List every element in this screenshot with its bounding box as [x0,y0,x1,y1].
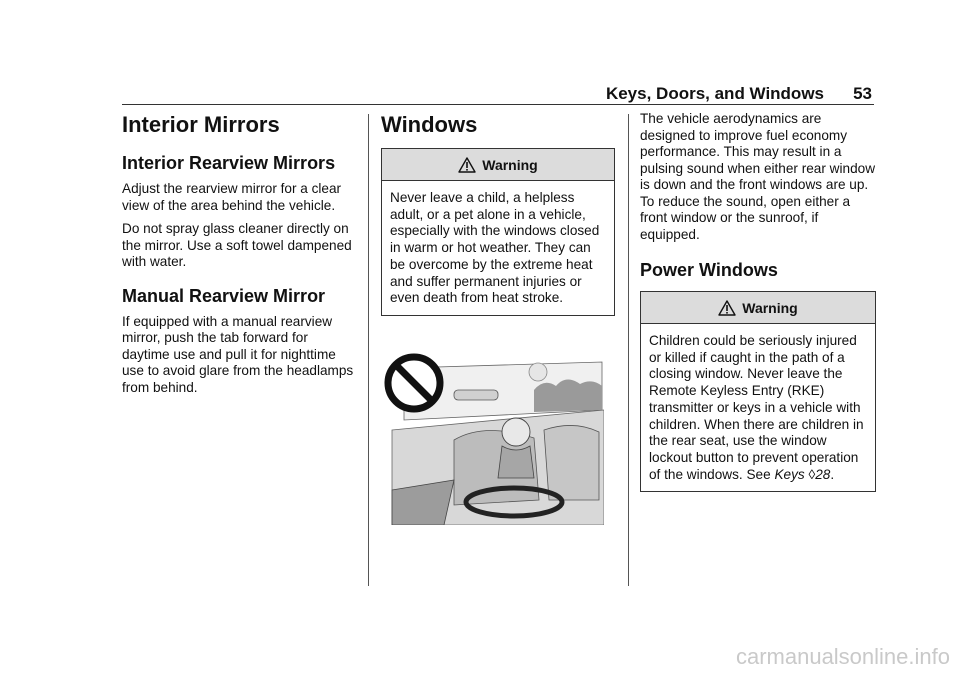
column-right [640,112,876,492]
page-header [122,84,874,105]
cross-reference-link[interactable]: Keys [774,466,805,482]
warning-text: Never leave a child, a helpless adult, or a pet alone in a vehicle, especially with the windows closed in warm or hot weather. They can be overcome by the extreme heat and suffer permanent injuries or even death from heat stroke. [390,190,600,306]
paragraph: If equipped with a manual rearview mirror, push the tab forward for daytime use and pull it for nighttime use to avoid glare from the headlamps from behind. [122,313,354,395]
cross-reference-page[interactable]: 28 [815,466,831,482]
warning-triangle-icon [458,157,476,173]
warning-header [641,292,875,324]
paragraph: Adjust the rearview mirror for a clear view of the area behind the vehicle. [122,181,342,213]
column-left [122,112,356,396]
paragraph: The vehicle aerodynamics are designed to improve fuel economy performance. This may result in a pulsing sound when either rear window is down and the front windows are up. To reduce the sound, open either a front window or the sunroof, if equipped. [640,111,876,242]
header-section-title: Keys, Doors, and Windows [605,84,824,103]
page-ref-icon: ◊ [808,466,816,482]
page-number: 53 [853,84,872,103]
heading-interior-mirrors: Interior Mirrors [122,112,280,137]
column-divider [628,114,629,586]
warning-box [381,148,615,316]
warning-body-text: Children could be seriously injured or killed if caught in the path of a closing window. Never leave the Remote Keyless Entry (RKE) transmitter or keys in a vehicle with children. When there are children in the rear seat, use the window lockout button to prevent operation of the windows. See [649,333,864,482]
heading-interior-rearview-mirrors: Interior Rearview Mirrors [122,153,336,173]
paragraph: Do not spray glass cleaner directly on the mirror. Use a soft towel dampened with water. [122,221,352,269]
heading-windows: Windows [381,112,478,137]
warning-header [382,149,614,181]
warning-text [641,324,875,491]
warning-label: Warning [742,299,798,316]
watermark: carmanualsonline.info [735,644,950,669]
child-in-car-illustration [384,350,604,525]
column-divider [368,114,369,586]
sentence-end: . [830,466,835,482]
warning-box [640,291,876,492]
warning-triangle-icon [718,300,736,316]
warning-label: Warning [482,156,538,173]
column-middle [381,112,615,316]
heading-power-windows: Power Windows [640,260,778,280]
heading-manual-rearview-mirror: Manual Rearview Mirror [122,285,326,306]
